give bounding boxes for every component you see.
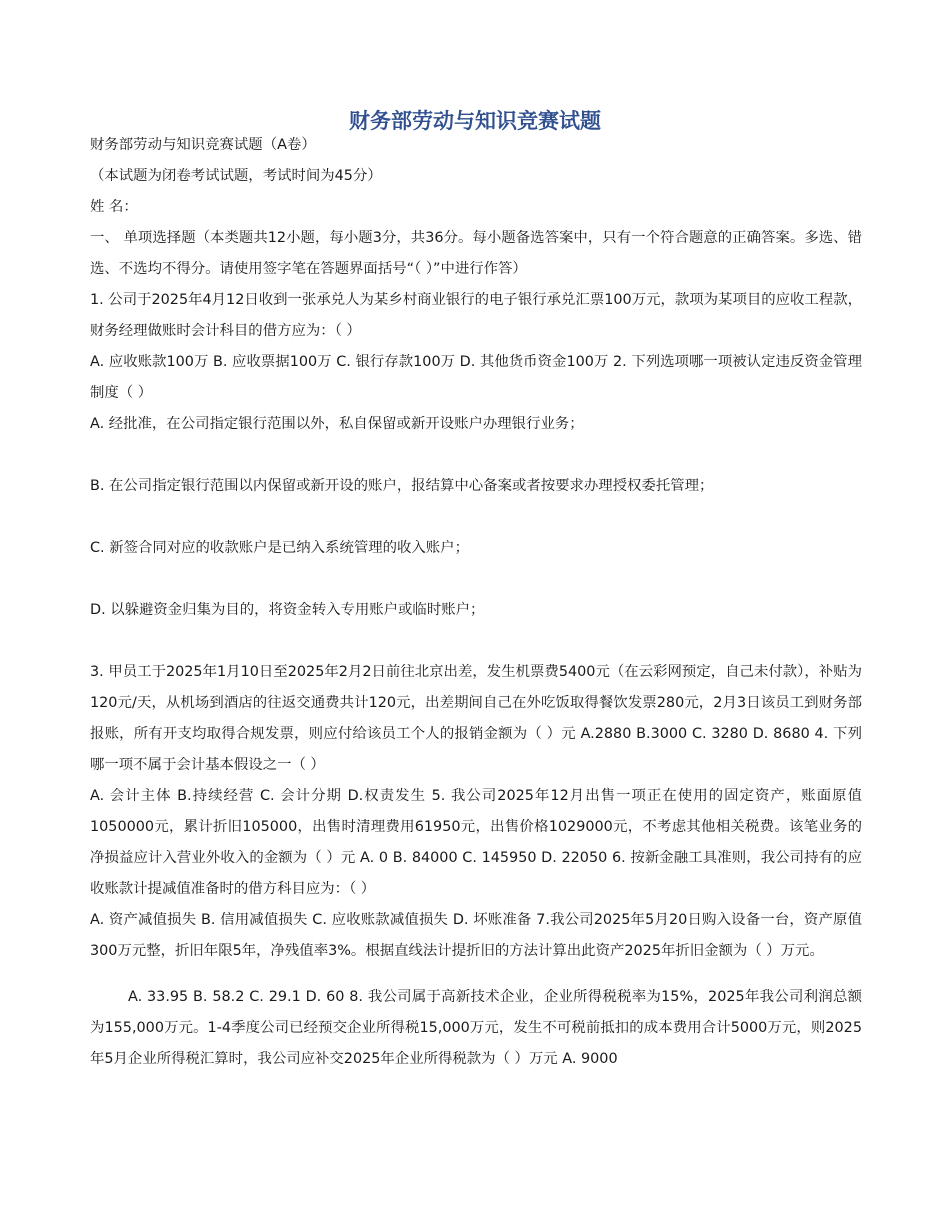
question-2-option-b: B. 在公司指定银行范围以内保留或新开设的账户，报结算中心备案或者按要求办理授权委托管理； [90, 478, 714, 494]
question-2-option-a: A. 经批准，在公司指定银行范围以外，私自保留或新开设账户办理银行业务； [90, 416, 584, 432]
question-3: 3. 甲员工于2025年1月10日至2025年2月2日前往北京出差，发生机票费5400元（在云彩网预定，自己未付款），补贴为120元/天，从机场到酒店的往返交通费共计120元，出差期间自己在外吃饭取得餐饮发票280元，2月3日该员工到财务部报账，所有开支均取得合规发票，则应付给该员工个人的报销金额为（ ）元 A.2880 B.3000 C. 3280 D. 8680 4. 下列哪一项不属于会计基本假设之一（ ） [90, 664, 862, 773]
question-1: 1. 公司于2025年4月12日收到一张承兑人为某乡村商业银行的电子银行承兑汇票100万元，款项为某项目的应收工程款，财务经理做账时会计科目的借方应为：（ ） [90, 292, 862, 339]
document-body [90, 130, 862, 1075]
exam-subtitle: 财务部劳动与知识竞赛试题（A卷） [90, 137, 316, 153]
section-heading: 一、 单项选择题（本类题共12小题，每小题3分，共36分。每小题备选答案中，只有一个符合题意的正确答案。多选、错选、不选均不得分。请使用签字笔在答题界面括号“（ ）”中进行作答） [90, 230, 862, 277]
exam-note: （本试题为闭卷考试试题，考试时间为45分） [90, 168, 382, 184]
question-2-option-d: D. 以躲避资金归集为目的，将资金转入专用账户或临时账户； [90, 602, 485, 618]
question-4-options: A. 会计主体 B.持续经营 C. 会计分期 D.权责发生 5. 我公司2025年12月出售一项正在使用的固定资产，账面原值1050000元，累计折旧105000，出售时清理费用61950元，出售价格1029000元，不考虑其他相关税费。该笔业务的净损益应计入营业外收入的金额为（ ）元 A. 0 B. 84000 C. 145950 D. 22050 6. 按新金融工具准则，我公司持有的应收账款计提减值准备时的借方科目应为：（ ） [90, 788, 862, 897]
question-6-options: A. 资产减值损失 B. 信用减值损失 C. 应收账款减值损失 D. 坏账准备 7.我公司2025年5月20日购入设备一台，资产原值300万元整，折旧年限5年，净残值率3%。根据直线法计提折旧的方法计算出此资产2025年折旧金额为（ ）万元。 [90, 912, 862, 959]
question-2-option-c: C. 新签合同对应的收款账户是已纳入系统管理的收入账户； [90, 540, 469, 556]
document-title: 财务部劳动与知识竞赛试题 [349, 108, 601, 133]
question-1-options: A. 应收账款100万 B. 应收票据100万 C. 银行存款100万 D. 其他货币资金100万 2. 下列选项哪一项被认定违反资金管理制度（ ） [90, 354, 862, 401]
question-7-options: A. 33.95 B. 58.2 C. 29.1 D. 60 8. 我公司属于高新技术企业，企业所得税税率为15%，2025年我公司利润总额为155,000万元。1-4季度公司已经预交企业所得税15,000万元，发生不可税前抵扣的成本费用合计5000万元，则2025年5月企业所得税汇算时，我公司应补交2025年企业所得税款为（ ）万元 A. 9000 [90, 989, 862, 1067]
name-field-label: 姓 名： [90, 199, 138, 215]
